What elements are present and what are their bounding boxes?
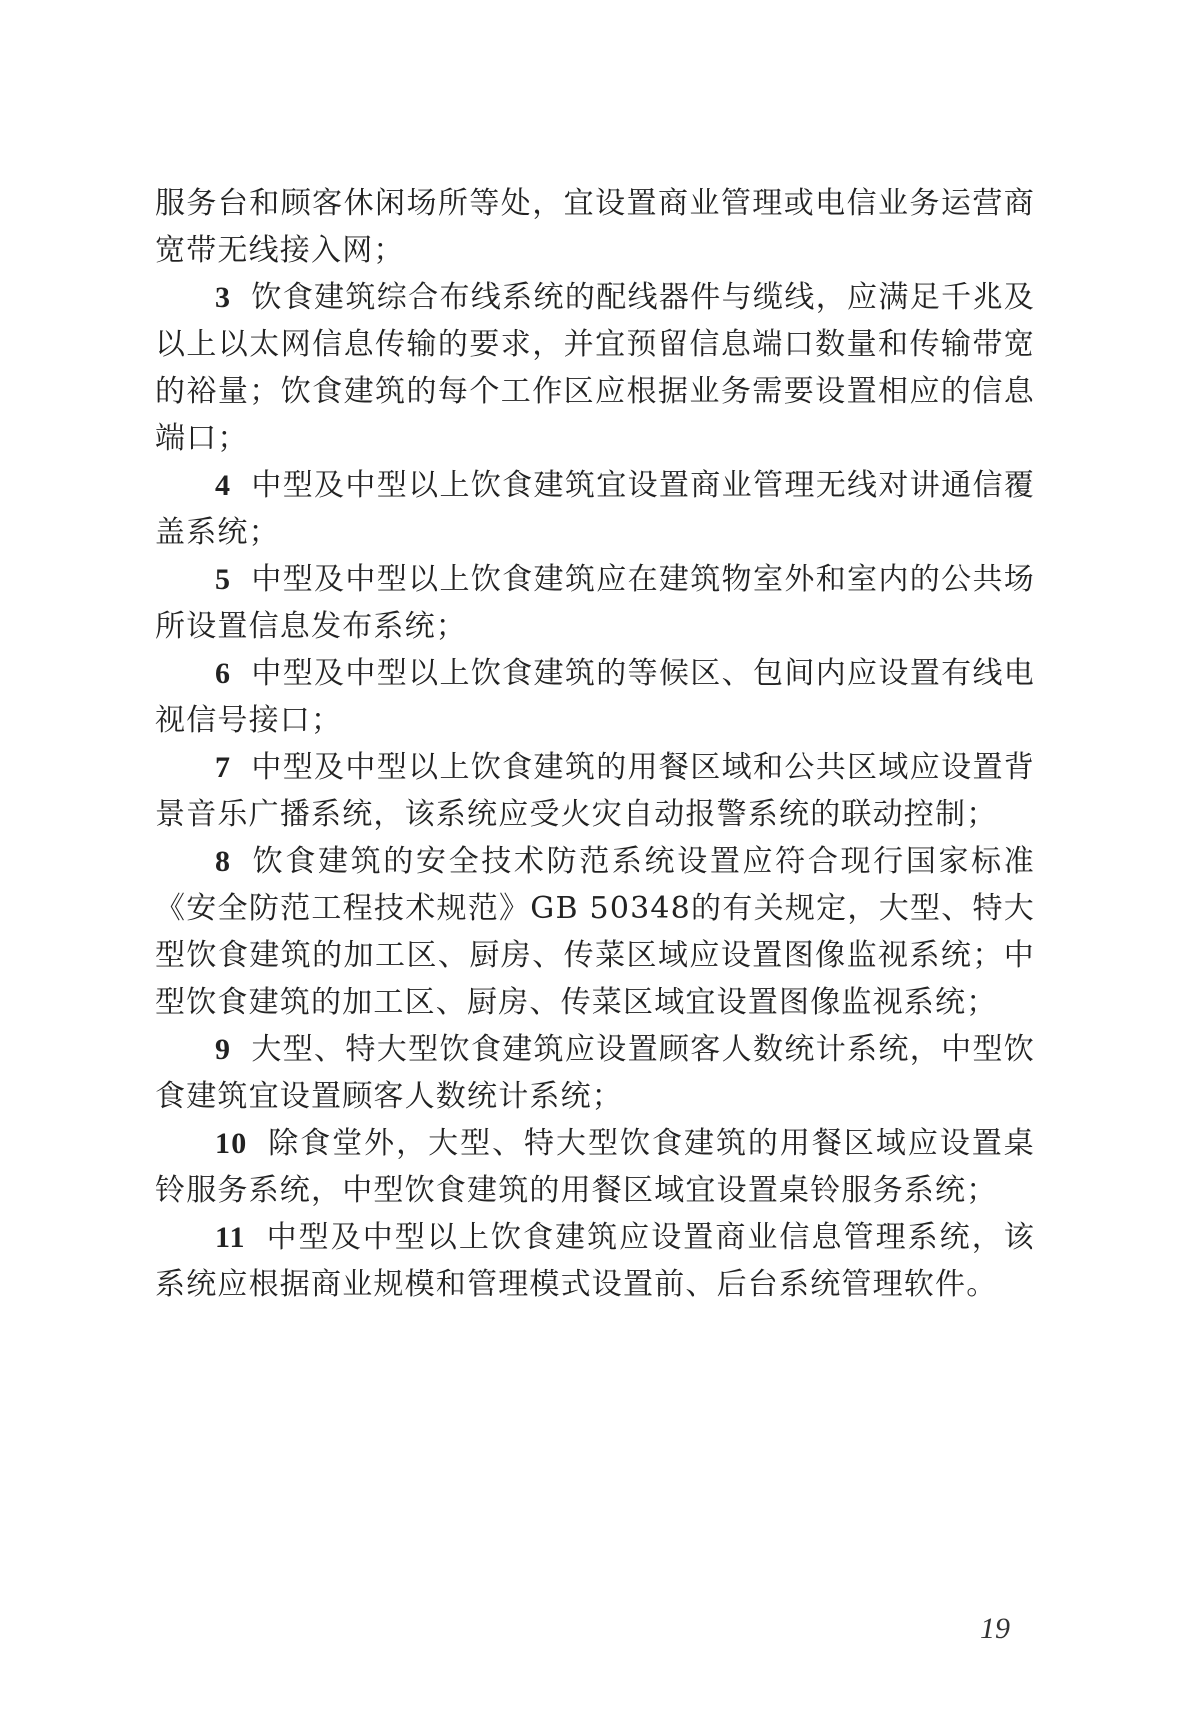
item-text: 大型、特大型饮食建筑应设置顾客人数统计系统，中型饮食建筑宜设置顾客人数统计系统；: [155, 1032, 1035, 1114]
list-item: [155, 462, 1035, 556]
item-number: 6: [215, 657, 232, 690]
list-item: [155, 744, 1035, 838]
item-number: 3: [215, 281, 232, 314]
item-number: 10: [215, 1127, 248, 1160]
item-number: 4: [215, 469, 232, 502]
list-item: [155, 650, 1035, 744]
list-item: [155, 556, 1035, 650]
item-text: 中型及中型以上饮食建筑的用餐区域和公共区域应设置背景音乐广播系统，该系统应受火灾自动报警系统的联动控制；: [155, 750, 1035, 832]
item-text: 饮食建筑的安全技术防范系统设置应符合现行国家标准《安全防范工程技术规范》GB 50348的有关规定，大型、特大型饮食建筑的加工区、厨房、传菜区域应设置图像监视系统；中型饮食建筑的加工区、厨房、传菜区域宜设置图像监视系统；: [155, 844, 1035, 1020]
item-text: 中型及中型以上饮食建筑宜设置商业管理无线对讲通信覆盖系统；: [155, 468, 1035, 550]
page-number: 19: [980, 1612, 1010, 1645]
list-item: [155, 274, 1035, 462]
item-text: 除食堂外，大型、特大型饮食建筑的用餐区域应设置桌铃服务系统，中型饮食建筑的用餐区域宜设置桌铃服务系统；: [155, 1126, 1035, 1208]
list-item: [155, 1026, 1035, 1120]
item-number: 11: [215, 1221, 246, 1254]
item-text: 中型及中型以上饮食建筑的等候区、包间内应设置有线电视信号接口；: [155, 656, 1035, 738]
item-number: 8: [215, 845, 232, 878]
list-item: [155, 1214, 1035, 1308]
item-text: 中型及中型以上饮食建筑应在建筑物室外和室内的公共场所设置信息发布系统；: [155, 562, 1035, 644]
item-text: 中型及中型以上饮食建筑应设置商业信息管理系统，该系统应根据商业规模和管理模式设置前、后台系统管理软件。: [155, 1220, 1035, 1302]
item-number: 9: [215, 1033, 232, 1066]
item-number: 7: [215, 751, 232, 784]
list-item: [155, 838, 1035, 1026]
body-text: [155, 180, 1035, 1308]
item-text: 饮食建筑综合布线系统的配线器件与缆线，应满足千兆及以上以太网信息传输的要求，并宜预留信息端口数量和传输带宽的裕量；饮食建筑的每个工作区应根据业务需要设置相应的信息端口；: [155, 280, 1035, 456]
intro-paragraph: [155, 180, 1035, 274]
intro-text: 服务台和顾客休闲场所等处，宜设置商业管理或电信业务运营商宽带无线接入网；: [155, 186, 1035, 268]
list-item: [155, 1120, 1035, 1214]
item-number: 5: [215, 563, 232, 596]
